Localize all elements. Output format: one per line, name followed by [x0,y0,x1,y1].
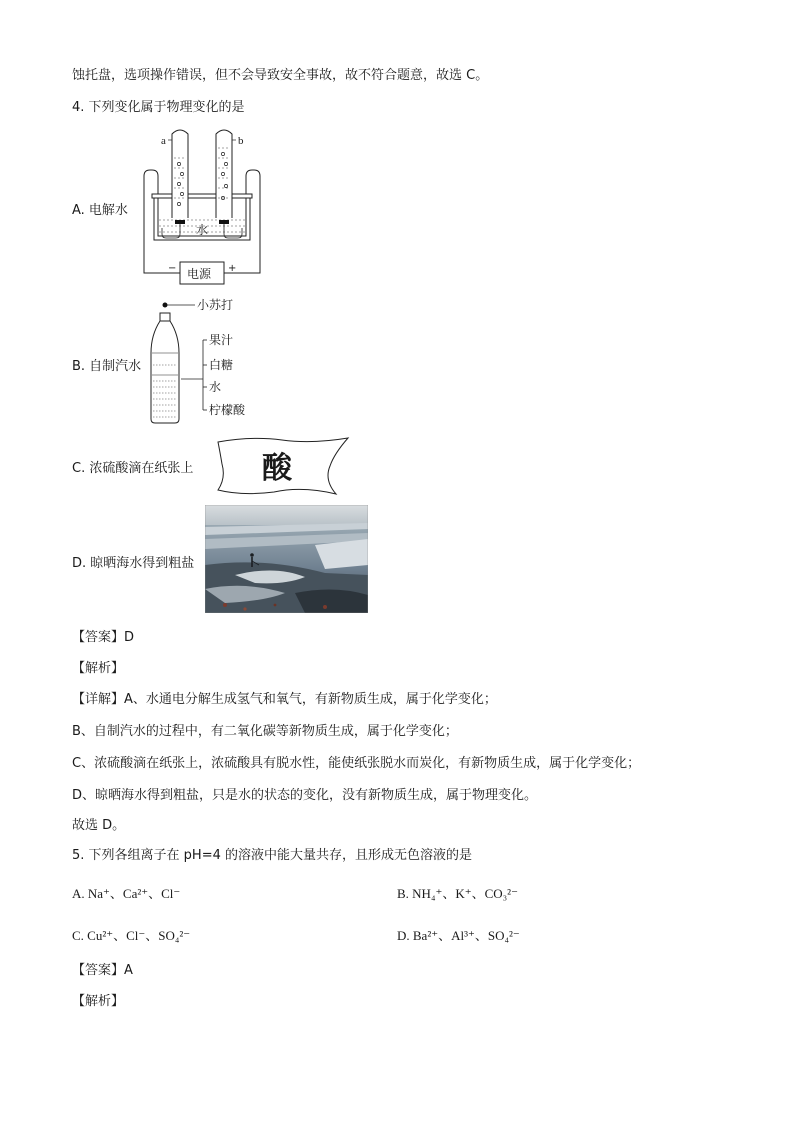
q5-option-c-prefix: C. [72,928,88,943]
acid-character: 酸 [262,451,292,486]
tube-label-b: b [238,135,244,147]
salt-field-photo [205,505,368,613]
q5-analysis: 【解析】 [72,994,125,1009]
minus-sign: − [168,263,177,274]
citric-acid-label: 柠檬酸 [209,403,246,417]
option-d-label: D. 晾晒海水得到粗盐 [72,556,195,571]
option-a-label: A. 电解水 [72,203,128,218]
q4-detail-b: B、自制汽水的过程中，有二氧化碳等新物质生成，属于化学变化； [72,724,458,739]
q5-option-a-ions: Na⁺、Ca²⁺、Cl⁻ [87,886,181,901]
acid-paper-figure [212,434,352,498]
q5-option-d-ions: Ba²⁺、Al³⁺、SO₄²⁻ [412,928,520,943]
juice-label: 果汁 [209,333,234,347]
question-5-stem: 5. 下列各组离子在 pH=4 的溶液中能大量共存，且形成无色溶液的是 [72,848,472,863]
water-label-b: 水 [209,380,222,394]
plus-sign: + [228,263,237,274]
electrolysis-figure [132,128,272,288]
intro-line: 蚀托盘，选项操作错误，但不会导致安全事故，故不符合题意，故选 C。 [72,68,489,83]
option-b-label: B. 自制汽水 [72,359,142,374]
power-label: 电源 [187,267,212,281]
tube-label-a: a [161,135,166,147]
q5-option-c-ions: Cu²⁺、Cl⁻、SO₄²⁻ [87,928,191,943]
q4-detail-a: 【详解】A、水通电分解生成氢气和氧气，有新物质生成，属于化学变化； [72,692,497,707]
soda-label: 小苏打 [197,298,234,312]
q4-answer: 【答案】D [72,630,135,645]
q5-option-b-ions: NH₄⁺、K⁺、CO₃²⁻ [412,886,518,901]
q4-detail-c: C、浓硫酸滴在纸张上，浓硫酸具有脱水性，能使纸张脱水而炭化，有新物质生成，属于化学变化； [72,756,641,771]
q5-answer: 【答案】A [72,963,133,978]
q4-analysis: 【解析】 [72,661,125,676]
q4-conclusion: 故选 D。 [72,818,126,833]
q5-option-b [397,885,518,903]
q5-option-d-prefix: D. [397,928,413,943]
q5-option-d [397,927,520,945]
sugar-label: 白糖 [209,358,234,372]
soda-bottle-figure [145,295,265,425]
q5-option-c [72,927,190,945]
q5-option-a [72,885,180,903]
q5-option-b-prefix: B. [397,886,413,901]
q4-detail-d: D、晾晒海水得到粗盐，只是水的状态的变化，没有新物质生成，属于物理变化。 [72,788,538,803]
q5-option-a-prefix: A. [72,886,88,901]
water-label: 水 [196,223,209,237]
option-c-label: C. 浓硫酸滴在纸张上 [72,461,194,476]
question-4-stem: 4. 下列变化属于物理变化的是 [72,100,245,115]
